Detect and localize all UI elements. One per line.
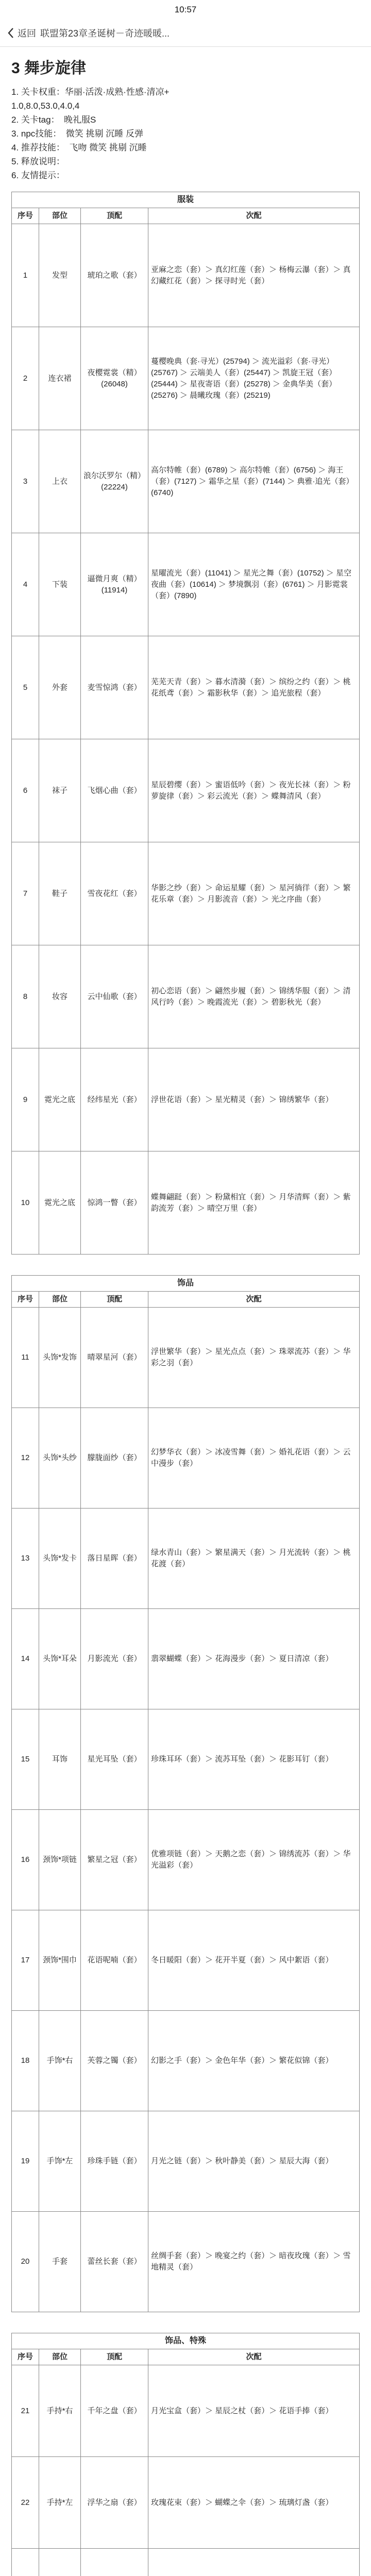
table-caption: 服装 [12,192,360,208]
table-row [12,1709,360,1810]
nav-bar [0,20,371,47]
row-part: 头饰*发卡 [39,1509,81,1609]
row-number: 20 [12,2212,39,2312]
row-alt-items: 幻影之手（套）＞ 金色年华（套）＞ 繁花似锦（套） [148,2011,360,2111]
row-top-item: 雪夜花红（套） [81,842,148,945]
table-row [12,2457,360,2549]
row-number: 17 [12,1910,39,2011]
row-top-item: 飞烟心曲（套） [81,739,148,842]
row-alt-items: 蝶舞翩跹（套）＞ 粉黛相宜（套）＞ 月华清辉（套）＞ 紫韵流芳（套）＞ 晴空万里（套） [148,1151,360,1255]
status-bar [0,0,371,20]
table-row [12,945,360,1048]
row-part: 发型 [39,224,81,327]
column-header: 次配 [148,2349,360,2365]
column-header: 部位 [39,1292,81,1308]
row-alt-items: 浮世繁华（套）＞ 星光点点（套）＞ 珠翠流苏（套）＞ 华彩之羽（套） [148,1308,360,1408]
column-header: 部位 [39,2349,81,2365]
row-part: 连衣裙 [39,327,81,430]
row-top-item: 夜樱霓裳（精）(26048) [81,327,148,430]
level-info [11,85,360,182]
row-top-item: 浮华之扇（套） [81,2457,148,2549]
row-number: 19 [12,2111,39,2212]
row-alt-items: 翡翠蝴蝶（套）＞ 花海漫步（套）＞ 夏日清凉（套） [148,1609,360,1709]
row-number: 8 [12,945,39,1048]
back-button[interactable] [7,27,14,39]
row-top-item: 珍珠手链（套） [81,2111,148,2212]
table-accessories [11,1275,360,2312]
table-row [12,1308,360,1408]
chevron-left-icon [7,27,14,39]
page-title: 联盟第23章圣诞树－奇迹暖暖... [40,28,170,39]
row-alt-items: 亚麻之恋（套）＞ 真幻红莲（套）＞ 杨梅云瀑（套）＞ 真幻藏红花（套）＞ 探寻时光（套） [148,224,360,327]
row-number [12,2549,39,2576]
table-row [12,1151,360,1255]
row-alt-items: 蔓樱晚典（套·寻光）(25794) ＞ 流光溢彩（套·寻光）(25767) ＞ 云端美人（套）(25447) ＞ 凯旋王冠（套）(25444) ＞ 星夜寄语（套）(25278) ＞ 金典华美（套）(25276) ＞ 晨曦玫瑰（套）(25219) [148,327,360,430]
row-top-item: 繁星之冠（套） [81,1810,148,1910]
row-top-item: 琥珀之歌（套） [81,224,148,327]
row-number: 11 [12,1308,39,1408]
info-line: 5. 释放说明： [11,157,65,166]
column-header: 次配 [148,1292,360,1308]
table-accessories-special [11,2333,360,2576]
row-number: 10 [12,1151,39,1255]
info-line: 6. 友情提示： [11,171,65,180]
row-part: 外套 [39,636,81,739]
row-number: 7 [12,842,39,945]
column-header: 序号 [12,208,39,224]
row-part: 上衣 [39,430,81,533]
row-top-item: 麦雪惊鸿（套） [81,636,148,739]
table-row [12,224,360,327]
row-number: 5 [12,636,39,739]
row-alt-items: 初心恋语（套）＞ 翩然步履（套）＞ 锦绣华服（套）＞ 清风行吟（套）＞ 晚霞流光（套）＞ 碧影秋光（套） [148,945,360,1048]
row-part: 下装 [39,533,81,636]
row-alt-items: 高尔特帷（套）(6789) ＞ 高尔特帷（套）(6756) ＞ 海王（套）(7127) ＞ 霜华之星（套）(7144) ＞ 典雅·追光（套）(6740) [148,430,360,533]
row-alt-items [148,2549,360,2576]
row-alt-items: 星辰碧缨（套）＞ 蜜语低吟（套）＞ 夜光长袜（套）＞ 粉萝旋律（套）＞ 彩云流光（套）＞ 蝶舞清风（套） [148,739,360,842]
row-part: 头饰*发饰 [39,1308,81,1408]
column-header: 顶配 [81,1292,148,1308]
row-part: 颈饰*项链 [39,1810,81,1910]
row-number: 2 [12,327,39,430]
table-row [12,1048,360,1151]
row-alt-items: 芜芜天青（套）＞ 暮水清漪（套）＞ 缤纷之约（套）＞ 桃花纸鸢（套）＞ 霜影秋华（套）＞ 追光旅程（套） [148,636,360,739]
row-alt-items: 玫瑰花束（套）＞ 蝴蝶之伞（套）＞ 琉璃灯盏（套） [148,2457,360,2549]
status-time: 10:57 [174,5,197,14]
row-number: 14 [12,1609,39,1709]
table-row [12,2011,360,2111]
table-row [12,1609,360,1709]
table-row [12,327,360,430]
table-row [12,739,360,842]
row-number: 22 [12,2457,39,2549]
row-part: 手套 [39,2212,81,2312]
row-number: 18 [12,2011,39,2111]
row-number: 15 [12,1709,39,1810]
column-header: 部位 [39,208,81,224]
info-line: 2. 关卡tag： 晚礼服S [11,115,96,125]
row-alt-items: 月光之链（套）＞ 秋叶静美（套）＞ 星辰大海（套） [148,2111,360,2212]
row-part: 妆容 [39,945,81,1048]
row-top-item: 芙蓉之镯（套） [81,2011,148,2111]
row-part: 头饰*头纱 [39,1408,81,1509]
row-alt-items: 华影之纱（套）＞ 命运星耀（套）＞ 星河徜徉（套）＞ 繁花乐章（套）＞ 月影流音（套）＞ 光之序曲（套） [148,842,360,945]
row-part: 颈饰*围巾 [39,1910,81,2011]
row-number: 16 [12,1810,39,1910]
row-part: 鞋子 [39,842,81,945]
row-alt-items: 冬日暖阳（套）＞ 花开半夏（套）＞ 风中絮语（套） [148,1910,360,2011]
table-clothing [11,192,360,1255]
row-top-item: 经纬星光（套） [81,1048,148,1151]
row-alt-items: 绿水青山（套）＞ 繁星满天（套）＞ 月光流转（套）＞ 桃花渡（套） [148,1509,360,1609]
row-part: 手持*左 [39,2457,81,2549]
row-alt-items: 幻梦华衣（套）＞ 冰凌雪舞（套）＞ 婚礼花语（套）＞ 云中漫步（套） [148,1408,360,1509]
column-header: 序号 [12,2349,39,2365]
table-row [12,2111,360,2212]
table-row [12,2549,360,2576]
row-number: 1 [12,224,39,327]
row-part: 耳饰 [39,1709,81,1810]
row-alt-items: 丝绸手套（套）＞ 晚宴之约（套）＞ 暗夜玫瑰（套）＞ 雪地精灵（套） [148,2212,360,2312]
row-top-item: 晴翠星河（套） [81,1308,148,1408]
row-part: 袜子 [39,739,81,842]
row-number: 13 [12,1509,39,1609]
row-top-item: 朦胧面纱（套） [81,1408,148,1509]
column-header: 顶配 [81,208,148,224]
table-row [12,2212,360,2312]
row-part [39,2549,81,2576]
row-top-item: 星光耳坠（套） [81,1709,148,1810]
row-top-item: 千年之盘（套） [81,2365,148,2457]
table-row [12,430,360,533]
column-header: 次配 [148,208,360,224]
table-row [12,2365,360,2457]
back-label[interactable]: 返回 [18,28,36,39]
row-part: 手持*右 [39,2365,81,2457]
row-part: 手饰*右 [39,2011,81,2111]
section-heading: 3 舞步旋律 [11,60,87,77]
row-top-item: 逼微月爽（精）(11914) [81,533,148,636]
table-row [12,636,360,739]
info-line: 1.0,8.0,53.0,4.0,4 [11,101,80,111]
row-number: 21 [12,2365,39,2457]
row-number: 6 [12,739,39,842]
column-header: 序号 [12,1292,39,1308]
row-part: 霓光之底 [39,1151,81,1255]
table-row [12,1408,360,1509]
info-line: 1. 关卡权重：华丽·活泼·成熟·性感·清凉+ [11,87,170,97]
row-top-item: 云中仙歌（套） [81,945,148,1048]
table-row [12,533,360,636]
table-row [12,842,360,945]
row-part: 霓光之底 [39,1048,81,1151]
row-number: 12 [12,1408,39,1509]
row-number: 3 [12,430,39,533]
row-alt-items: 珍珠耳环（套）＞ 流苏耳坠（套）＞ 花影耳钉（套） [148,1709,360,1810]
row-number: 9 [12,1048,39,1151]
row-part: 手饰*左 [39,2111,81,2212]
row-alt-items: 浮世花语（套）＞ 星光精灵（套）＞ 锦绣繁华（套） [148,1048,360,1151]
row-top-item: 蕾丝长套（套） [81,2212,148,2312]
table-row [12,1810,360,1910]
row-top-item: 花语呢喃（套） [81,1910,148,2011]
table-row [12,1910,360,2011]
row-part: 头饰*耳朵 [39,1609,81,1709]
row-number: 4 [12,533,39,636]
row-alt-items: 优雅项链（套）＞ 天鹅之恋（套）＞ 锦绣流苏（套）＞ 华光溢彩（套） [148,1810,360,1910]
row-top-item: 惊鸿一瞥（套） [81,1151,148,1255]
info-line: 3. npc技能： 微笑 挑剔 沉睡 反弹 [11,129,143,139]
row-alt-items: 星曜流光（套）(11041) ＞ 星光之舞（套）(10752) ＞ 星空夜曲（套）(10614) ＞ 梦境飘羽（套）(6761) ＞ 月影霓裳（套）(7890) [148,533,360,636]
column-header: 顶配 [81,2349,148,2365]
table-row [12,1509,360,1609]
row-top-item: 落日星晖（套） [81,1509,148,1609]
row-top-item: 浪尔沃罗尔（精）(22224) [81,430,148,533]
row-top-item [81,2549,148,2576]
row-alt-items: 月光宝盒（套）＞ 星辰之杖（套）＞ 花语手捧（套） [148,2365,360,2457]
info-line: 4. 推荐技能： 飞吻 微笑 挑剔 沉睡 [11,143,147,152]
article-content [0,47,371,2576]
row-top-item: 月影流光（套） [81,1609,148,1709]
table-caption: 饰品、特殊 [12,2333,360,2349]
table-caption: 饰品 [12,1276,360,1292]
